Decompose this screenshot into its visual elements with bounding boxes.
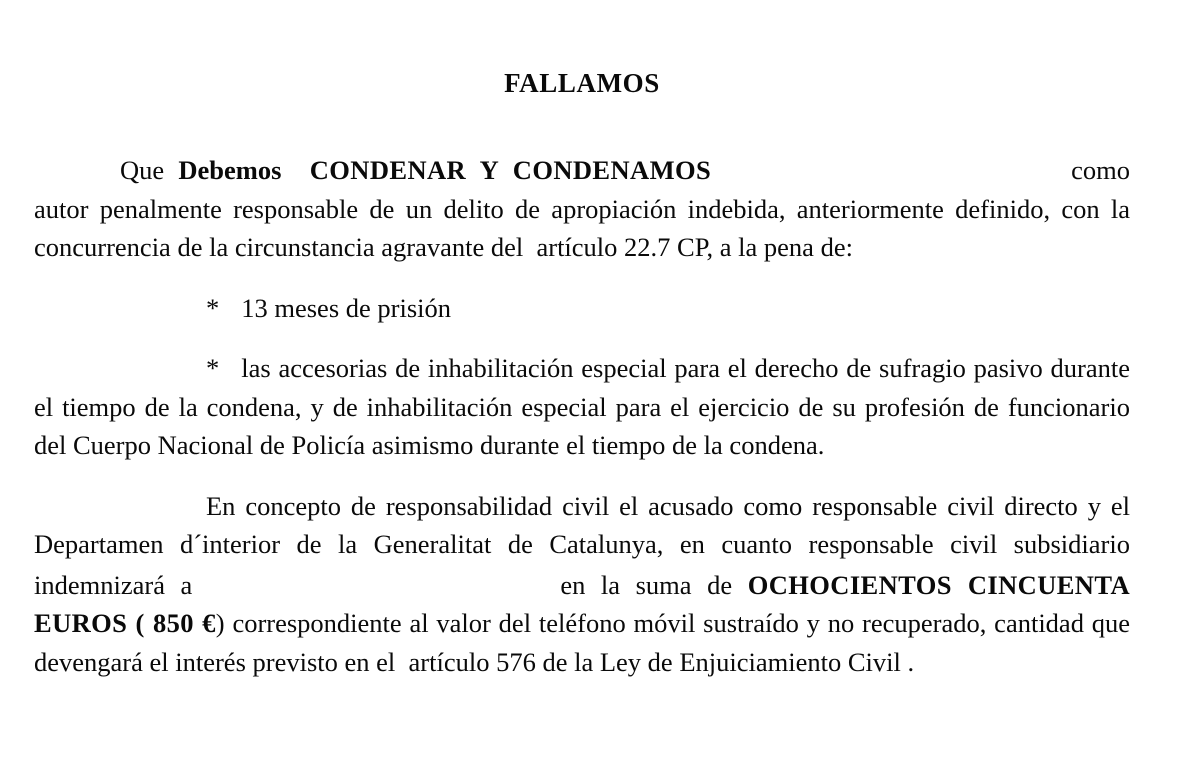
penalty-text: 13 meses de prisión (241, 292, 452, 323)
civil-liability-part-3: correspondiente al valor del teléfono móvil sustraído y no recuperado, cantidad que devengará el interés previsto en el (34, 608, 1131, 677)
ruling-lead-word: Que (120, 155, 165, 185)
awarded-amount-words: OCHOCIENTOS CINCUENTA EUROS ( 850 € (34, 569, 1130, 638)
article-reference-576: artículo 576 (408, 646, 536, 677)
spacer (34, 267, 1130, 289)
document-body (34, 0, 1130, 681)
penalty-item-accessory (34, 349, 1130, 465)
redacted-victim-name (192, 564, 560, 594)
asterisk-bullet-icon: * (206, 353, 220, 383)
civil-liability-part-1: En concepto de responsabilidad civil el acusado como responsable civil directo y el Departamen d´interior de la Generalitat de Catalunya, en cuanto responsable civil subsidiario indemnizará a (34, 490, 1130, 600)
asterisk-bullet-icon: * (206, 292, 220, 323)
ruling-intro-paragraph (34, 149, 1130, 267)
spacer (34, 465, 1130, 487)
awarded-amount-close-paren: ) (215, 608, 225, 638)
penalty-item-prison (34, 289, 1130, 328)
page-title: FALLAMOS (504, 68, 660, 98)
spacer (34, 97, 1130, 123)
civil-liability-part-2: en la suma de (560, 569, 733, 600)
civil-liability-paragraph (34, 487, 1130, 682)
redacted-defendant-name (711, 149, 1071, 179)
civil-liability-part-4: de la Ley de Enjuiciamiento Civil . (542, 646, 915, 677)
spacer (34, 327, 1130, 349)
ruling-tail: , a la pena de: (706, 232, 853, 262)
article-reference-22-7: artículo 22.7 CP (536, 232, 707, 262)
ruling-continuation: como autor penalmente responsable de un delito de apropiación indebida, anteriormente definido, con la concurrencia de la circunstancia agravante del (34, 155, 1131, 262)
penalty-text: las accesorias de inhabilitación especial para el derecho de sufragio pasivo durante el tiempo de la condena, y de inhabilitación especial para el ejercicio de su profesión de funcionario del Cuerpo Nacional de Policía asimismo durante el tiempo de la condena. (34, 353, 1130, 460)
ruling-bold-word: Debemos (178, 155, 282, 185)
verdict-keyword: CONDENAR Y CONDENAMOS (309, 155, 712, 185)
